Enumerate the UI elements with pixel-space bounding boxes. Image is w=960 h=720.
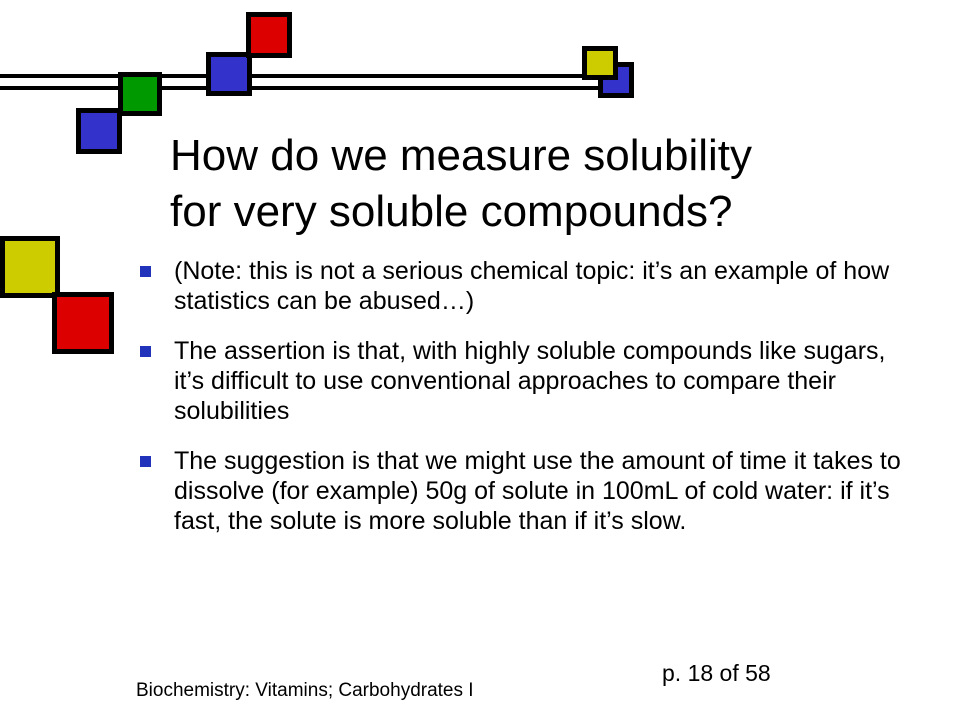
bullet-item [140,446,910,536]
decorative-square-red [52,292,114,354]
page-indicator: p. 18 of 58 [662,660,771,686]
decorative-square-green [118,72,162,116]
bullet-text: The assertion is that, with highly soluble compounds like sugars, it’s difficult to use conventional approaches to compare their solubilities [174,337,886,425]
slide-title-line-1: How do we measure solubility [170,131,753,180]
bullet-item [140,336,910,426]
bullet-list [140,256,910,556]
top-rule-lower [0,86,600,90]
slide-title-line-2: for very soluble compounds? [170,187,733,236]
bullet-text: (Note: this is not a serious chemical topic: it’s an example of how statistics can be abused…) [174,257,890,315]
bullet-item [140,256,910,316]
top-rule [0,74,600,78]
square-bullet-icon [140,346,151,357]
decorative-square-blue [76,108,122,154]
slide-title [170,128,940,240]
square-bullet-icon [140,266,151,277]
decorative-square-red [246,12,292,58]
square-bullet-icon [140,456,151,467]
decorative-square-yellow [0,236,60,298]
bullet-text: The suggestion is that we might use the amount of time it takes to dissolve (for example) 50g of solute in 100mL of cold water: if it’s fast, the solute is more soluble than if it’s slow. [174,447,901,535]
footer-course-title: Biochemistry: Vitamins; Carbohydrates I [136,680,474,701]
decorative-square-yellow [582,46,618,80]
decorative-square-blue [206,52,252,96]
